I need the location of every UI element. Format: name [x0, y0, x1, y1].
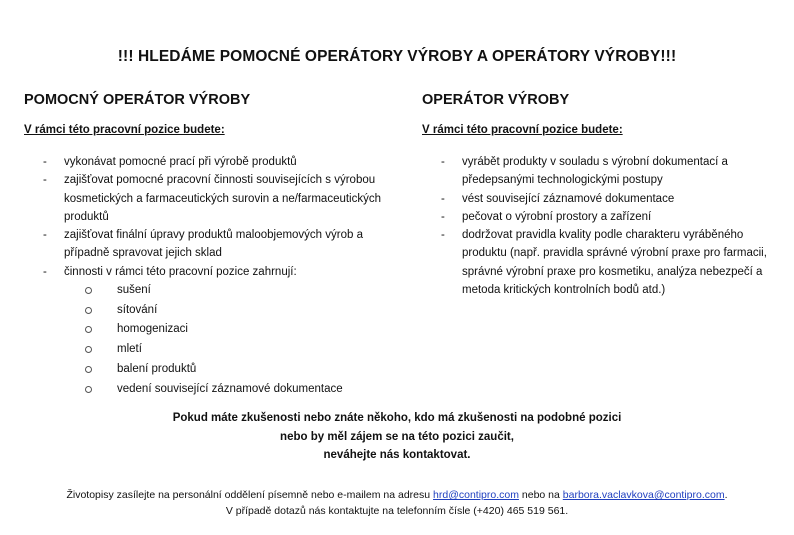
duties-list	[24, 153, 396, 399]
dash-bullet: -	[43, 265, 47, 278]
activities-sublist	[64, 281, 396, 399]
column-title: POMOCNÝ OPERÁTOR VÝROBY	[24, 92, 251, 108]
column-title: OPERÁTOR VÝROBY	[422, 92, 570, 108]
page-headline: !!! HLEDÁME POMOCNÉ OPERÁTORY VÝROBY A OPERÁTORY VÝROBY!!!	[117, 48, 677, 65]
circle-bullet-icon	[85, 386, 92, 393]
sublist-item: mletí	[85, 340, 396, 360]
column-subtitle: V rámci této pracovní pozice budete:	[24, 124, 225, 136]
sublist-item: sušení	[85, 281, 396, 301]
list-item: - vést související záznamové dokumentace	[422, 190, 772, 208]
list-item: - činnosti v rámci této pracovní pozice zahrnují: sušení sítování homogenizaci mletí balení produktů vedení související záznamové dokumentace	[24, 263, 396, 400]
list-item: - dodržovat pravidla kvality podle charakteru vyráběného produktu (např. pravidla správné výrobní praxe pro farmacii, správné výrobní praxe pro kosmetiku, analýza nebezpečí a metoda kritických kontrolních bodů atd.)	[422, 226, 772, 299]
list-item: - vyrábět produkty v souladu s výrobní dokumentací a předepsanými technologickými postupy	[422, 153, 772, 190]
dash-bullet: -	[441, 192, 445, 205]
sublist-item: homogenizaci	[85, 320, 396, 340]
sublist-item: vedení související záznamové dokumentace	[85, 380, 396, 400]
cta-line: neváhejte nás kontaktovat.	[323, 449, 471, 461]
list-item: - vykonávat pomocné prací při výrobě produktů	[24, 153, 396, 171]
sublist-item: sítování	[85, 301, 396, 321]
dash-bullet: -	[43, 174, 47, 187]
footer	[0, 487, 794, 519]
column-subtitle: V rámci této pracovní pozice budete:	[422, 124, 623, 136]
circle-bullet-icon	[85, 326, 92, 333]
dash-bullet: -	[441, 210, 445, 223]
email-link-hrd[interactable]: hrd@contipro.com	[433, 489, 519, 501]
circle-bullet-icon	[85, 346, 92, 353]
dash-bullet: -	[441, 229, 445, 242]
list-item: - pečovat o výrobní prostory a zařízení	[422, 208, 772, 226]
email-link-recruiter[interactable]: barbora.vaclavkova@contipro.com	[562, 489, 725, 501]
dash-bullet: -	[43, 229, 47, 242]
column-assistant-operator	[24, 91, 396, 399]
duties-list	[422, 153, 772, 299]
dash-bullet: -	[441, 156, 445, 168]
sublist-item: balení produktů	[85, 360, 396, 380]
footer-line-email: Životopisy zasílejte na personální oddělení písemně nebo e-mailem na adresu hrd@contipro.com nebo na barbora.vaclavkova@contipro.com.	[66, 489, 728, 501]
footer-line-phone: V případě dotazů nás kontaktujte na telefonním čísle (+420) 465 519 561.	[225, 505, 569, 517]
list-item: - zajišťovat pomocné pracovní činnosti souvisejících s výrobou kosmetických a farmaceutických surovin a ne/farmaceutických produktů	[24, 171, 396, 226]
circle-bullet-icon	[85, 366, 92, 373]
circle-bullet-icon	[85, 287, 92, 294]
contact-call-to-action	[0, 409, 794, 465]
cta-line: nebo by měl zájem se na této pozici zaučit,	[280, 430, 514, 443]
list-item: - zajišťovat finální úpravy produktů maloobjemových výrob a případně spravovat jejich sklad	[24, 226, 396, 263]
dash-bullet: -	[43, 156, 47, 168]
column-operator	[422, 91, 772, 299]
circle-bullet-icon	[85, 307, 92, 314]
cta-line: Pokud máte zkušenosti nebo znáte někoho, kdo má zkušenosti na podobné pozici	[172, 412, 622, 424]
